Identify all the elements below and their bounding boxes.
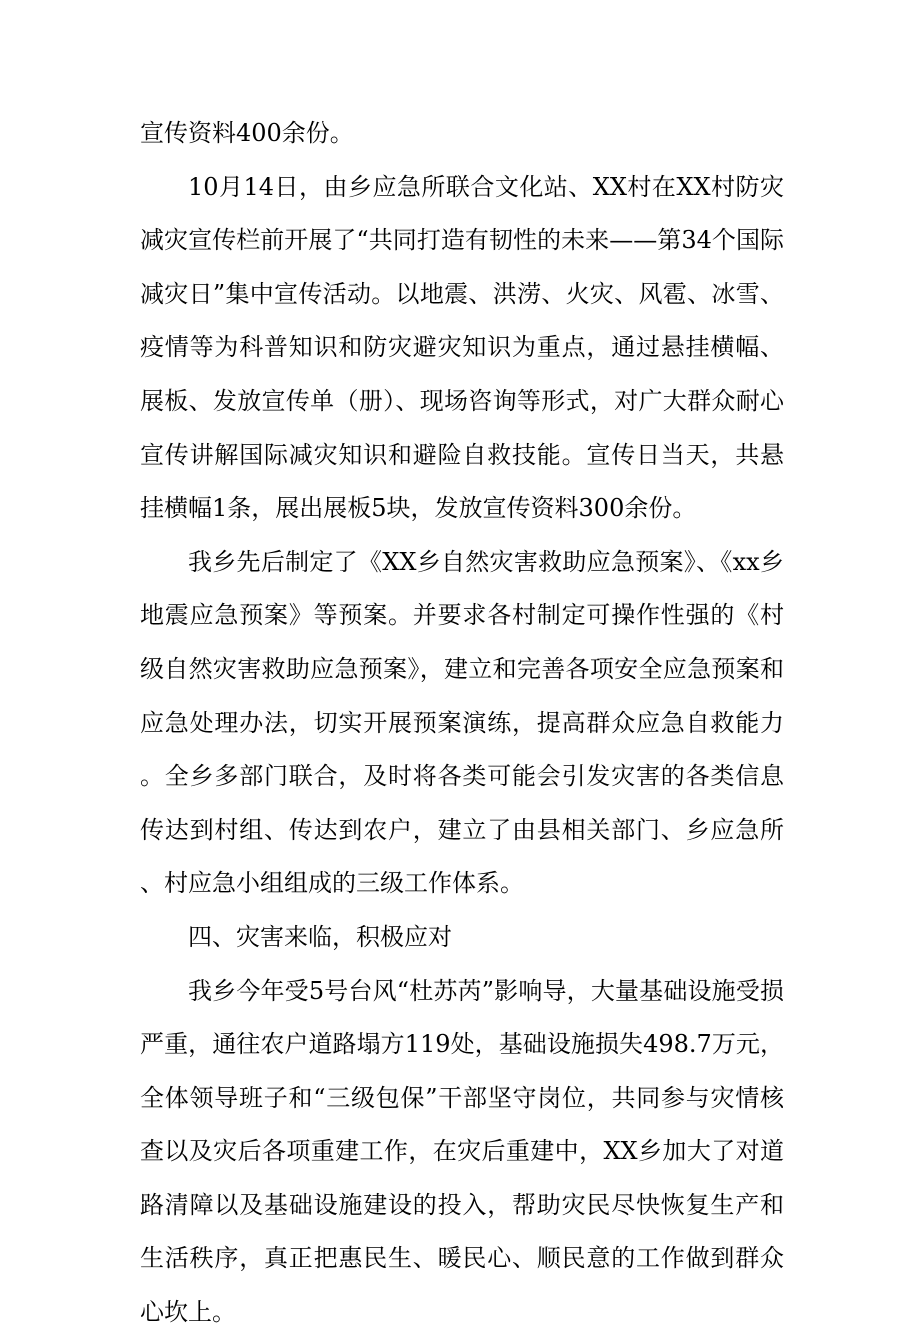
paragraph-typhoon-response: 我乡今年受5号台风“杜苏芮”影响导，大量基础设施受损严重，通往农户道路塌方119处，基础设施损失498.7万元，全体领导班子和“三级包保”干部坚守岗位，共同参与灾情核查以及灾后各项重建工作，在灾后重建中，XX乡加大了对道路清障以及基础设施建设的投入，帮助灾民尽快恢复生产和生活秩序，真正把惠民生、暖民心、顺民意的工作做到群众心坎上。 [140,976,784,1327]
document-body [140,107,784,1340]
paragraph-emergency-plans: 我乡先后制定了《XX乡自然灾害救助应急预案》、《xx乡地震应急预案》等预案。并要求各村制定可操作性强的《村级自然灾害救助应急预案》，建立和完善各项安全应急预案和应急处理办法，切实开展预案演练，提高群众应急自救能力。全乡多部门联合，及时将各类可能会引发灾害的各类信息传达到村组、传达到农户，建立了由县相关部门、乡应急所、村应急小组组成的三级工作体系。 [140,547,784,898]
paragraph-disaster-day-campaign: 10月14日，由乡应急所联合文化站、XX村在XX村防灾减灾宣传栏前开展了“共同打造有韧性的未来——第34个国际减灾日”集中宣传活动。以地震、洪涝、火灾、风雹、冰雪、疫情等为科普知识和防灾避灾知识为重点，通过悬挂横幅、展板、发放宣传单（册）、现场咨询等形式，对广大群众耐心宣传讲解国际减灾知识和避险自救技能。宣传日当天，共悬挂横幅1条，展出展板5块，发放宣传资料300余份。 [140,172,784,523]
section-heading: 四、灾害来临，积极应对 [188,922,452,951]
paragraph-continuation: 宣传资料400余份。 [140,119,354,147]
